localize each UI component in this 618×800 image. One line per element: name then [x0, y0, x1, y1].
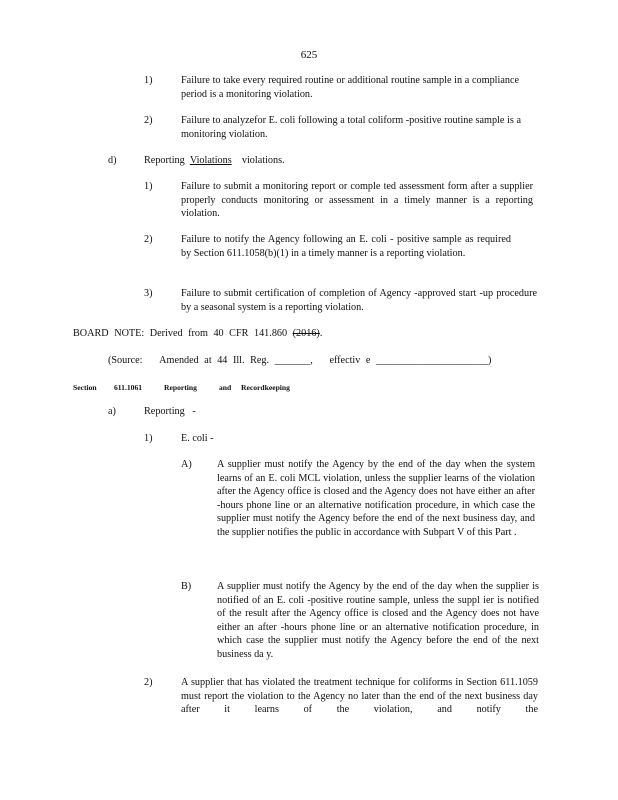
item-2-text: A supplier that has violated the treatment technique for coliforms in Section 611.1059 must report the violation to the Agency no later than the end of the next business day after it learns of the violation, and notify the: [181, 677, 538, 716]
subsection-a-heading: [144, 405, 196, 419]
ecoli-item-number: 1): [144, 433, 153, 444]
board-note: [73, 327, 322, 341]
monitoring-item-2-text: Failure to analyzefor E. coli following a total coliform -positive routine sample is a monitoring violation.: [181, 115, 521, 140]
board-note-trail: .: [319, 328, 323, 339]
ecoli-item-dash: -: [210, 433, 214, 444]
ecoli-item-text: E. coli: [181, 433, 208, 444]
board-note-text: BOARD NOTE: Derived from 40 CFR 141.860: [73, 328, 288, 339]
paragraph-A-label: A): [181, 459, 192, 470]
subsection-d-text: Reporting: [144, 155, 185, 166]
reporting-item-1-number: 1): [144, 181, 153, 192]
source-blank-2: ______________________): [375, 355, 492, 366]
page-number: 625: [300, 49, 318, 61]
subsection-d-underlined: Violations: [189, 155, 232, 166]
section-title-2: Recordkeeping: [241, 383, 290, 392]
reporting-item-3-text: Failure to submit certification of completion of Agency -approved start -up procedure by a seasonal system is a reporting violation.: [181, 288, 537, 313]
reporting-item-1-text: Failure to submit a monitoring report or comple ted assessment form after a supplier properly conducts monitoring or assessment in a timely manner is a reporting violation.: [181, 181, 533, 220]
subsection-a-text: Reporting: [144, 406, 185, 417]
source-effective: effectiv e: [329, 355, 371, 366]
reporting-item-2-text: Failure to notify the Agency following an E. coli - positive sample as required by Section 611.1058(b)(1) in a timely manner is a reporting violation.: [181, 234, 511, 259]
source-open: (Source:: [108, 355, 143, 366]
reporting-item-2-number: 2): [144, 234, 153, 245]
subsection-d-inserted: violations.: [241, 155, 285, 166]
monitoring-item-1-number: 1): [144, 75, 153, 86]
section-number: 611.1061: [114, 383, 143, 392]
paragraph-B-text: A supplier must notify the Agency by the end of the day when the supplier is notified of an E. coli -positive routine sample, unless the suppl ier is notified of the result after the Agency office is closed and the Agency does not have either an after -hours phone line or an alternative notification procedure, in which case the supplier must notify the Agency before the end of the next business da y.: [217, 581, 539, 660]
monitoring-item-1-text: Failure to take every required routine or additional routine sample in a compliance period is a monitoring violation.: [181, 75, 519, 100]
section-heading: [73, 381, 97, 395]
source-comma: ,: [310, 355, 313, 366]
item-2-number: 2): [144, 677, 153, 688]
subsection-a-dash: -: [192, 406, 196, 417]
source-note: [108, 354, 491, 368]
section-title-and: and: [219, 383, 232, 392]
subsection-d-heading: [144, 154, 285, 168]
subsection-d-label: d): [108, 155, 117, 166]
monitoring-item-2-number: 2): [144, 115, 153, 126]
paragraph-A-text: A supplier must notify the Agency by the end of the day when the system learns of an E. coli MCL violation, unless the supplier learns of the violation after the Agency office is closed and the Agency does not have either an after -hours phone line or an alternative notification procedure, in which case the supplier must notify the Agency before the end of the next business day, and the supplier notifies the public in accordance with Subpart V of this Part .: [217, 459, 535, 538]
board-note-struck: (2016): [292, 328, 320, 339]
source-blank-1: _______: [274, 355, 311, 366]
paragraph-B-label: B): [181, 581, 192, 592]
reporting-item-3-number: 3): [144, 288, 153, 299]
section-title-1: Reporting: [164, 383, 197, 392]
source-amended: Amended at 44 Ill. Reg.: [159, 355, 270, 366]
ecoli-item-heading: [181, 432, 214, 446]
subsection-a-label: a): [108, 406, 116, 417]
section-label: Section: [73, 383, 97, 392]
